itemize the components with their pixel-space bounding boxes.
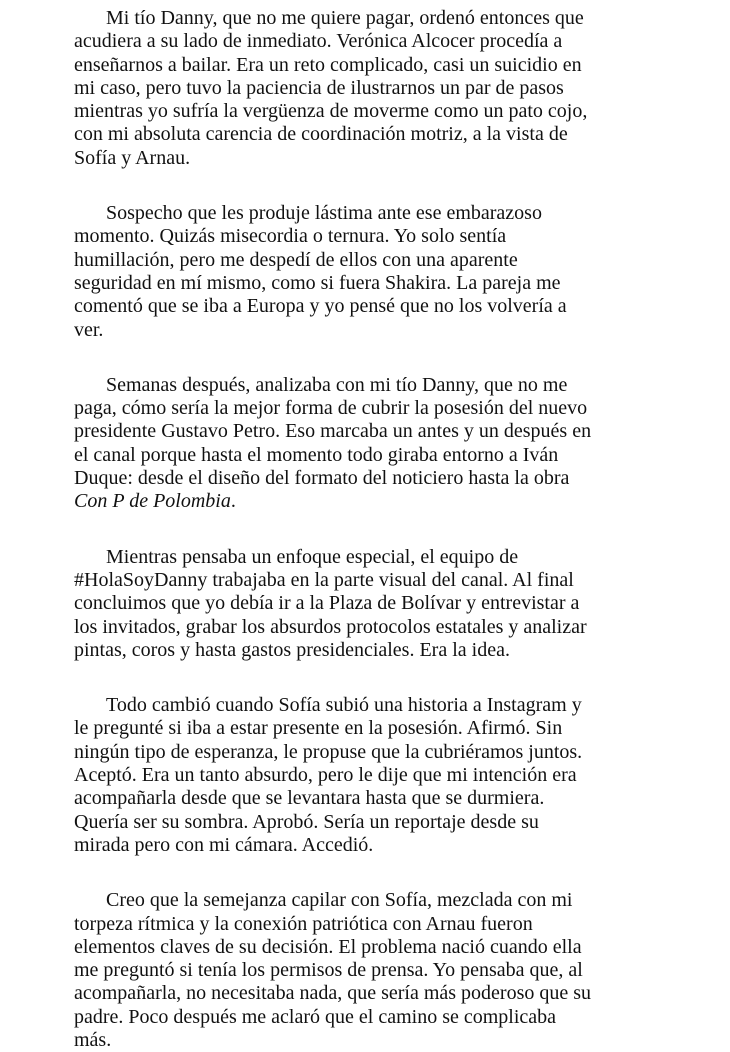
paragraph-4: Mientras pensaba un enfoque especial, el equipo de #HolaSoyDanny trabajaba en la parte visual del canal. Al final concluimos que yo debía ir a la Plaza de Bolívar y entrevistar a los invitados, grabar los absurdos protocolos estatales y analizar pintas, coros y hasta gastos presidenciales. Era la idea. — [74, 545, 587, 661]
paragraph-5: Todo cambió cuando Sofía subió una historia a Instagram y le pregunté si iba a estar presente en la posesión. Afirmó. Sin ningún tipo de esperanza, le propuse que la cubriéramos juntos. Aceptó. Era un tanto absurdo, pero le dije que mi intención era acompañarla desde que se levantara hasta que se durmiera. Quería ser su sombra. Aprobó. Sería un reportaje desde su mirada pero con mi cámara. Accedió. — [74, 694, 583, 856]
paragraph-1: Mi tío Danny, que no me quiere pagar, ordenó entonces que acudiera a su lado de inmediato. Verónica Alcocer procedía a enseñarnos a bailar. Era un reto complicado, casi un suicidio en mi caso, pero tuvo la paciencia de ilustrarnos un par de pasos mientras yo sufría la vergüenza de moverme como un pato cojo, con mi absoluta carencia de coordinación motriz, a la vista de Sofía y Arnau. — [74, 7, 588, 169]
work-title-italic: Con P de Polombia — [74, 490, 231, 513]
paragraph-6: Creo que la semejanza capilar con Sofía, mezclada con mi torpeza rítmica y la conexión patriótica con Arnau fueron elementos claves de su decisión. El problema nació cuando ella me preguntó si tenía los permisos de prensa. Yo pensaba que, al acompañarla, no necesitaba nada, que sería más poderoso que su padre. Poco después me aclaró que el camino se complicaba más. — [74, 889, 592, 1051]
paragraph-3-text: Semanas después, analizaba con mi tío Danny, que no me paga, cómo sería la mejor forma de cubrir la posesión del nuevo presidente Gustavo Petro. Eso marcaba un antes y un después en el canal porque hasta el momento todo giraba entorno a Iván Duque: desde el diseño del formato del noticiero hasta la obra — [74, 373, 592, 490]
paragraph-3 — [74, 374, 708, 514]
paragraph-3-end: . — [230, 490, 236, 513]
paragraph-2: Sospecho que les produje lástima ante ese embarazoso momento. Quizás misecordia o ternura. Yo solo sentía humillación, pero me despedí de ellos con una aparente seguridad en mí mismo, como si fuera Shakira. La pareja me comentó que se iba a Europa y yo pensé que no los volvería a ver. — [74, 202, 567, 341]
